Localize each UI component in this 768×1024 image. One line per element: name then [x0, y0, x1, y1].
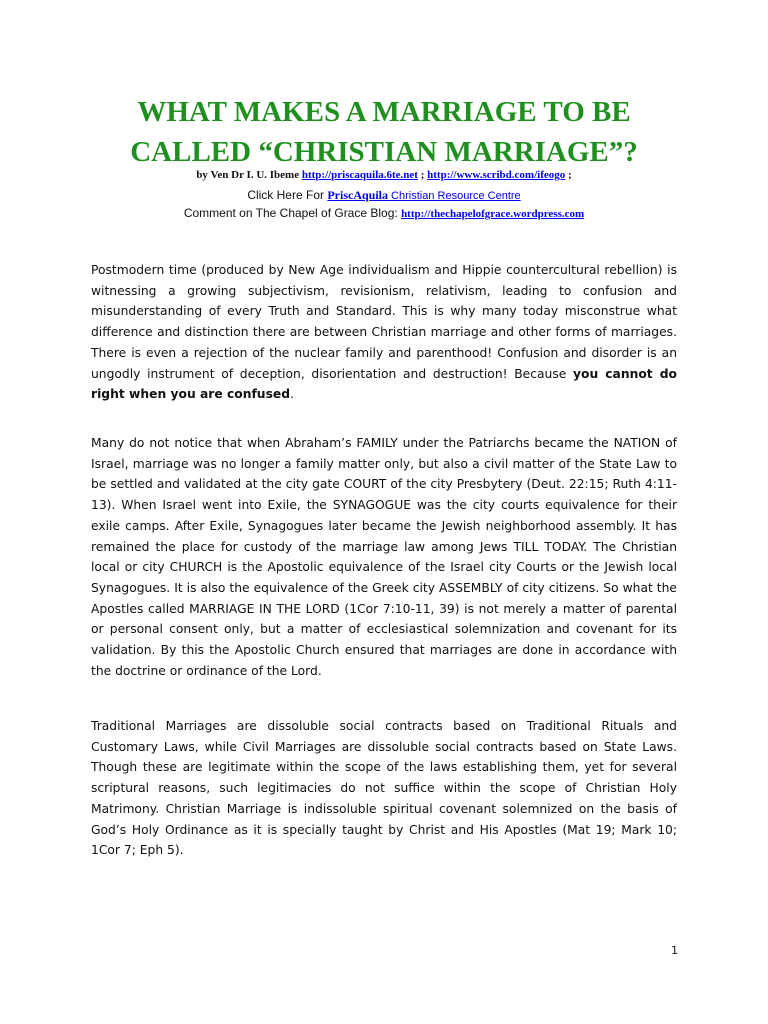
click-here-text: Click Here For — [247, 188, 328, 202]
blog-comment-line — [60, 205, 708, 222]
byline — [60, 168, 708, 183]
paragraph-postmodern — [91, 260, 677, 405]
resource-centre-link[interactable]: Christian Resource Centre — [388, 190, 521, 202]
paragraph-1-bold-text: you cannot do right when you are confused — [91, 366, 677, 402]
chapel-of-grace-blog-link[interactable]: http://thechapelofgrace.wordpress.com — [401, 208, 585, 220]
paragraph-1-end: . — [290, 387, 294, 402]
paragraph-1-text: Postmodern time (produced by New Age individualism and Hippie countercultural rebellion) is witnessing a growing subjectivism, revisionism, relativism, leading to confusion and misunderstanding of every Truth and Standard. This is why many today misconstrue what difference and distinction there are between Christian marriage and other forms of marriages. There is even a rejection of the nuclear family and parenthood! Confusion and disorder is an ungodly instrument of deception, disorientation and destruction! Because — [91, 263, 677, 381]
scribd-link[interactable]: http://www.scribd.com/ifeogo — [427, 169, 566, 181]
byline-suffix: ; — [565, 169, 572, 181]
paragraph-traditional-marriages: Traditional Marriages are dissoluble social contracts based on Traditional Rituals and Customary Laws, while Civil Marriages are dissoluble social contracts based on State Laws. Though these are legitimate within the scope of the laws establishing them, yet for several scriptural reasons, such legitimacies do not suffice within the scope of Christian Holy Matrimony. Christian Marriage is indissoluble spiritual covenant solemnized on the basis of God’s Holy Ordinance as it is specially taught by Christ and His Apostles (Mat 19; Mark 10; 1Cor 7; Eph 5). — [91, 719, 677, 858]
byline-separator: ; — [417, 169, 428, 181]
document-title — [60, 92, 708, 172]
priscaquila-brand-link[interactable]: PriscAquila — [327, 188, 388, 202]
comment-text: Comment on The Chapel of Grace Blog: — [183, 206, 402, 220]
priscaquila-link[interactable]: http://priscaquila.6te.net — [301, 169, 418, 181]
page-number: 1 — [671, 944, 678, 957]
resource-centre-line — [60, 187, 708, 204]
byline-author: by Ven Dr I. U. Ibeme — [196, 169, 302, 181]
paragraph-israel-history: Many do not notice that when Abraham’s FAMILY under the Patriarchs became the NATION of Israel, marriage was no longer a family matter only, but also a civil matter of the State Law to be settled and validated at the city gate COURT of the city Presbytery (Deut. 22:15; Ruth 4:11-13). When Israel went into Exile, the SYNAGOGUE was the city courts equivalence for their exile camps. After Exile, Synagogues later became the Jewish neighborhood assembly. It has remained the place for custody of the marriage law among Jews TILL TODAY. The Christian local or city CHURCH is the Apostolic equivalence of the Israel city Courts or the Jewish local Synagogues. It is also the equivalence of the Greek city ASSEMBLY of city citizens. So what the Apostles called MARRIAGE IN THE LORD (1Cor 7:10-11, 39) is not merely a matter of parental or personal consent only, but a matter of ecclesiastical solemnization and covenant for its validation. By this the Apostolic Church ensured that marriages are done in accordance with the doctrine or ordinance of the Lord. — [91, 436, 677, 678]
title-line-2: CALLED “CHRISTIAN MARRIAGE”? — [130, 136, 638, 168]
title-line-1: WHAT MAKES A MARRIAGE TO BE — [137, 96, 631, 128]
